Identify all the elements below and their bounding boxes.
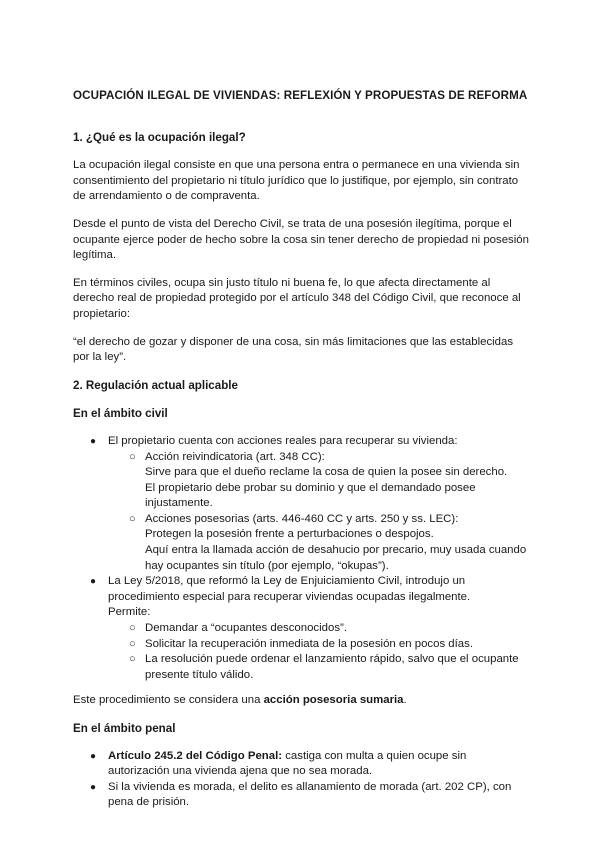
list-item-text: Si la vivienda es morada, el delito es allanamiento de morada (art. 202 CP), con pena de prisión.	[108, 780, 512, 809]
sub-item-line: Protegen la posesión frente a perturbaciones o despojos.	[145, 528, 434, 541]
sub-item-line: La resolución puede ordenar el lanzamiento rápido, salvo que el ocupante presente título válido.	[145, 653, 519, 681]
bullet-icon: ●	[90, 576, 97, 588]
civil-subheading: En el ámbito civil	[73, 407, 168, 421]
sub-list-item	[73, 512, 529, 574]
penal-subheading: En el ámbito penal	[73, 722, 176, 735]
section-1-quote: “el derecho de gozar y disponer de una cosa, sin más limitaciones que las establecidas por la ley”.	[73, 335, 514, 364]
hollow-bullet-icon: ○	[129, 653, 136, 666]
closing-text-post: .	[403, 694, 407, 707]
hollow-bullet-icon: ○	[129, 512, 136, 525]
document-title: OCUPACIÓN ILEGAL DE VIVIENDAS: REFLEXIÓN Y PROPUESTAS DE REFORMA	[73, 89, 528, 102]
document-page	[73, 88, 529, 811]
section-1-paragraph-2: Desde el punto de vista del Derecho Civil, se trata de una posesión ilegítima, porque el ocupante ejerce poder de hecho sobre la cosa sin tener derecho de propiedad ni posesión legítima.	[73, 217, 529, 262]
list-item	[73, 780, 529, 811]
section-1-paragraph-1: La ocupación ilegal consiste en que una persona entra o permanece en una vivienda sin consentimiento del propietario ni título jurídico que lo justifique, por ejemplo, sin contrato de arrendamiento o de compraventa.	[73, 159, 520, 203]
bullet-icon: ●	[90, 781, 97, 793]
closing-text-pre: Este procedimiento se considera una	[73, 694, 264, 707]
sub-item-line: Aquí entra la llamada acción de desahucio por precario, muy usada cuando hay ocupantes sin título (por ejemplo, “okupas”).	[145, 544, 527, 572]
sub-list-item	[73, 621, 529, 637]
sub-item-line: Demandar a “ocupantes desconocidos”.	[145, 622, 347, 635]
sub-list	[108, 450, 529, 575]
list-item	[73, 574, 529, 683]
hollow-bullet-icon: ○	[129, 450, 136, 463]
hollow-bullet-icon: ○	[129, 637, 136, 650]
bullet-icon: ●	[90, 435, 97, 447]
list-item-permite: Permite:	[108, 606, 151, 619]
sub-item-line: Solicitar la recuperación inmediata de la posesión en pocos días.	[145, 637, 473, 650]
list-item	[73, 749, 529, 780]
penal-article-text: castiga con multa a quien ocupe sin autorización una vivienda ajena que no sea morada.	[108, 749, 467, 778]
civil-list	[73, 434, 529, 684]
civil-closing-paragraph	[73, 693, 529, 709]
sub-item-title: Acciones posesorias (arts. 446-460 CC y arts. 250 y ss. LEC):	[145, 512, 459, 525]
sub-item-line: El propietario debe probar su dominio y que el demandado posee injustamente.	[145, 481, 476, 510]
list-item	[73, 434, 529, 574]
penal-article-bold: Artículo 245.2 del Código Penal:	[108, 749, 283, 762]
section-1-paragraph-3: En términos civiles, ocupa sin justo título ni buena fe, lo que afecta directamente al derecho real de propiedad protegido por el artículo 348 del Código Civil, que reconoce al propietario:	[73, 276, 521, 320]
closing-text-bold: acción posesoria sumaria	[263, 694, 404, 707]
list-item-text: La Ley 5/2018, que reformó la Ley de Enjuiciamiento Civil, introdujo un procedimiento especial para recuperar viviendas ocupadas ilegalmente.	[108, 575, 471, 603]
sub-list-item	[73, 450, 529, 512]
hollow-bullet-icon: ○	[129, 622, 136, 635]
sub-list-item	[73, 652, 529, 683]
section-1-heading: 1. ¿Qué es la ocupación ilegal?	[73, 130, 246, 144]
sub-list	[108, 621, 529, 683]
sub-list-item	[73, 637, 529, 653]
penal-list	[73, 749, 529, 811]
sub-item-title: Acción reivindicatoria (art. 348 CC):	[145, 450, 325, 463]
sub-item-line: Sirve para que el dueño reclame la cosa de quien la posee sin derecho.	[145, 466, 508, 479]
bullet-icon: ●	[90, 750, 97, 762]
section-2-heading: 2. Regulación actual aplicable	[73, 378, 238, 392]
list-item-text	[108, 749, 529, 780]
list-item-text: El propietario cuenta con acciones reales para recuperar su vivienda:	[108, 434, 458, 447]
